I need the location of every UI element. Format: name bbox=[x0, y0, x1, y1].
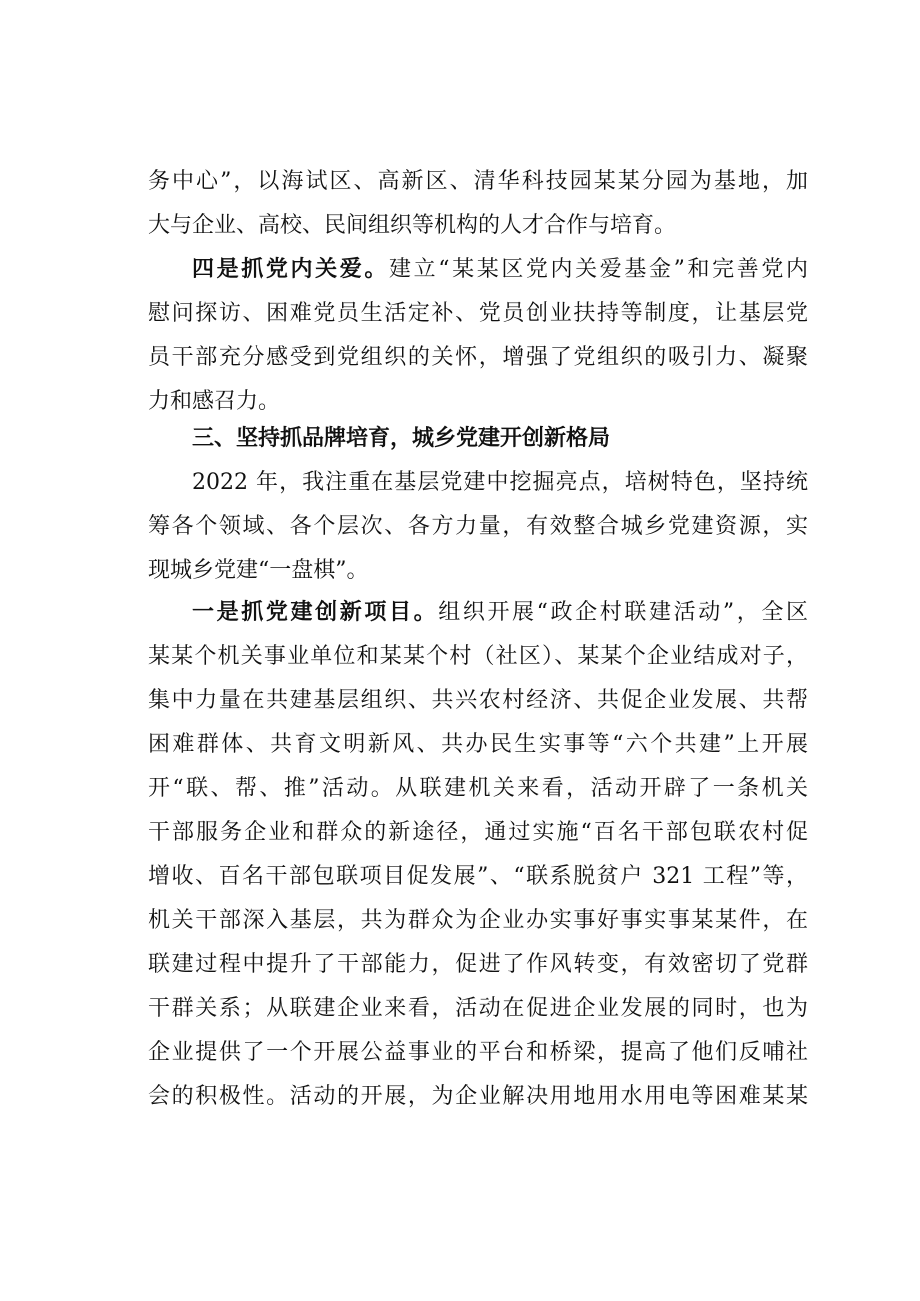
paragraph-intro-2022 bbox=[148, 461, 808, 593]
text-line: 慰问探访、困难党员生活定补、党员创业扶持等制度，让基层党 bbox=[148, 301, 808, 326]
text-line: 困难群体、共育文明新风、共办民生实事等“六个共建”上开展 bbox=[148, 732, 808, 757]
text-line: 某某个机关事业单位和某某个村（社区）、某某个企业结成对子， bbox=[148, 644, 808, 669]
text-line: 大与企业、高校、民间组织等机构的人才合作与培育。 bbox=[148, 213, 677, 238]
text-line: 2022 年，我注重在基层党建中挖掘亮点，培树特色，坚持统 bbox=[192, 470, 808, 495]
text-line bbox=[148, 591, 808, 635]
text-line: 企业提供了一个开展公益事业的平台和桥梁，提高了他们反哺社 bbox=[148, 1040, 808, 1065]
text-line: 集中力量在共建基层组织、共兴农村经济、共促企业发展、共帮 bbox=[148, 688, 808, 713]
text-segment: 建立“某某区党内关爱基金”和完善党内 bbox=[388, 257, 808, 282]
text-line: 干群关系；从联建企业来看，活动在促进企业发展的同时，也为 bbox=[148, 996, 808, 1021]
text-line: 会的积极性。活动的开展，为企业解决用地用水用电等困难某某 bbox=[148, 1084, 808, 1109]
text-line: 开“联、帮、推”活动。从联建机关来看，活动开辟了一条机关 bbox=[148, 776, 808, 801]
text-segment: 组织开展“政企村联建活动”，全区 bbox=[438, 600, 808, 625]
text-line: 增收、百名干部包联项目促发展”、“联系脱贫户 321 工程”等， bbox=[148, 864, 808, 889]
text-line: 员干部充分感受到党组织的关怀，增强了党组织的吸引力、凝聚 bbox=[148, 345, 808, 370]
section-heading: 三、坚持抓品牌培育，城乡党建开创新格局 bbox=[192, 426, 611, 451]
paragraph-lead: 一是抓党建创新项目。 bbox=[192, 600, 439, 625]
text-line: 联建过程中提升了干部能力，促进了作风转变，有效密切了党群 bbox=[148, 952, 808, 977]
paragraph-party-care bbox=[148, 248, 808, 424]
text-line bbox=[148, 248, 808, 292]
text-line: 筹各个领域、各个层次、各方力量，有效整合城乡党建资源，实 bbox=[148, 514, 808, 539]
text-line: 务中心”，以海试区、高新区、清华科技园某某分园为基地，加 bbox=[148, 169, 808, 194]
paragraph-innovation-project bbox=[148, 591, 808, 1119]
text-line: 现城乡党建“一盘棋”。 bbox=[148, 558, 369, 583]
text-line: 机关干部深入基层，共为群众为企业办实事好事实事某某件，在 bbox=[148, 908, 808, 933]
text-line: 干部服务企业和群众的新途径，通过实施“百名干部包联农村促 bbox=[148, 820, 808, 845]
paragraph-continuation bbox=[148, 160, 808, 248]
text-line: 力和感召力。 bbox=[148, 389, 281, 414]
paragraph-lead: 四是抓党内关爱。 bbox=[192, 257, 389, 282]
